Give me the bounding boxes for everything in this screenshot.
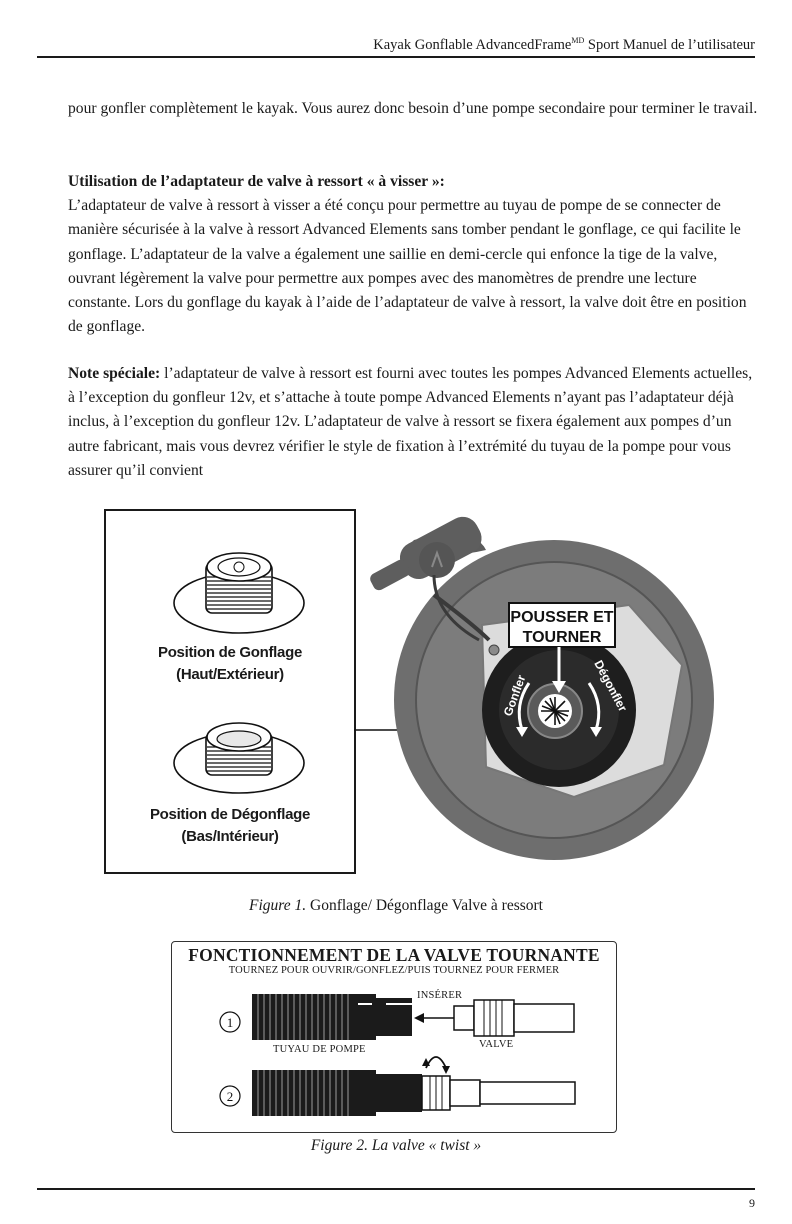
inflate-position-title: Position de Gonflage: [157, 644, 302, 661]
header-rule: [37, 56, 755, 58]
page-number: 9: [749, 1196, 755, 1210]
step-1-number: 1: [226, 1015, 234, 1030]
deflate-position-title: Position de Dégonflage: [149, 806, 311, 823]
twist-valve-illustration: [172, 942, 616, 1132]
running-header: [373, 36, 755, 54]
valve-close-up: [104, 505, 734, 875]
paragraph-text: pour gonfler complètement le kayak. Vous aurez donc besoin d’une pompe secondaire pour terminer le travail.: [68, 100, 758, 117]
figure-1-caption: [0, 897, 792, 915]
figure-2-caption: Figure 2. La valve « twist »: [310, 1137, 482, 1154]
header-title-suffix: Sport Manuel de l’utilisateur: [584, 37, 755, 53]
paragraph-text: l’adaptateur de valve à ressort est fourni avec toutes les pompes Advanced Elements actuelles, à l’exception du gonfleur 12v, et s’attache à toute pompe Advanced Elements n’ayant pas l’adaptateur déjà inclus, à l’exception du gonfleur 12v. L’adaptateur de valve à ressort se fixera également aux pompes d’un autre fabricant, mais vous devrez vérifier le style de fixation à l’extrémité du tuyau de la pompe pour vous assurer qu’il convient: [68, 365, 753, 479]
paragraph-continued: [68, 97, 758, 121]
pump-hose-label: TUYAU DE POMPE: [273, 1044, 366, 1055]
deflate-position-detail: (Bas/Intérieur): [181, 828, 279, 845]
paragraph-text: L’adaptateur de valve à ressort à visser a été conçu pour permettre au tuyau de pompe de se connecter de manière sécurisée à la valve à ressort Advanced Elements sans tomber pendant le gonflage, ce qui facilite le gonflage. L’adaptateur de la valve a également une saillie en demi-cercle qui enfonce la tige de la valve, ouvrant légèrement la valve pour permettre aux pompes avec des manomètres de prendre une lecture constante. Lors du gonflage du kayak à l’aide de l’adaptateur de valve à ressort, la valve doit être en position de gonflage.: [68, 197, 747, 336]
twist-valve-subtitle: TOURNEZ POUR OUVRIR/GONFLEZ/PUIS TOURNEZ POUR FERMER: [228, 965, 560, 976]
valve-label: VALVE: [479, 1039, 514, 1050]
figure-2: [171, 941, 617, 1133]
paragraph-special-note: [68, 362, 758, 483]
note-label: Note spéciale:: [68, 365, 161, 382]
section-heading: Utilisation de l’adaptateur de valve à ressort « à visser »:: [68, 173, 445, 190]
inflate-position-detail: (Haut/Extérieur): [176, 666, 284, 683]
insert-label: INSÉRER: [417, 990, 463, 1001]
header-trademark: MD: [571, 36, 585, 45]
twist-valve-title: FONCTIONNEMENT DE LA VALVE TOURNANTE: [188, 945, 600, 965]
figure-1-caption-label: Figure 1.: [249, 897, 307, 914]
figure-1: [104, 505, 734, 875]
step-2-number: 2: [226, 1089, 234, 1104]
header-title: Kayak Gonflable AdvancedFrame: [373, 37, 572, 53]
push-turn-label-line2: TOURNER: [522, 629, 602, 646]
footer-rule: [37, 1188, 755, 1190]
push-turn-label-line1: POUSSER ET: [510, 609, 614, 626]
paragraph-screw-adapter: [68, 170, 758, 339]
deflate-direction-label: Dégonfler: [591, 657, 631, 714]
figure-1-caption-text: Gonflage/ Dégonflage Valve à ressort: [306, 897, 543, 914]
inflate-direction-label: Gonfler: [500, 673, 529, 719]
